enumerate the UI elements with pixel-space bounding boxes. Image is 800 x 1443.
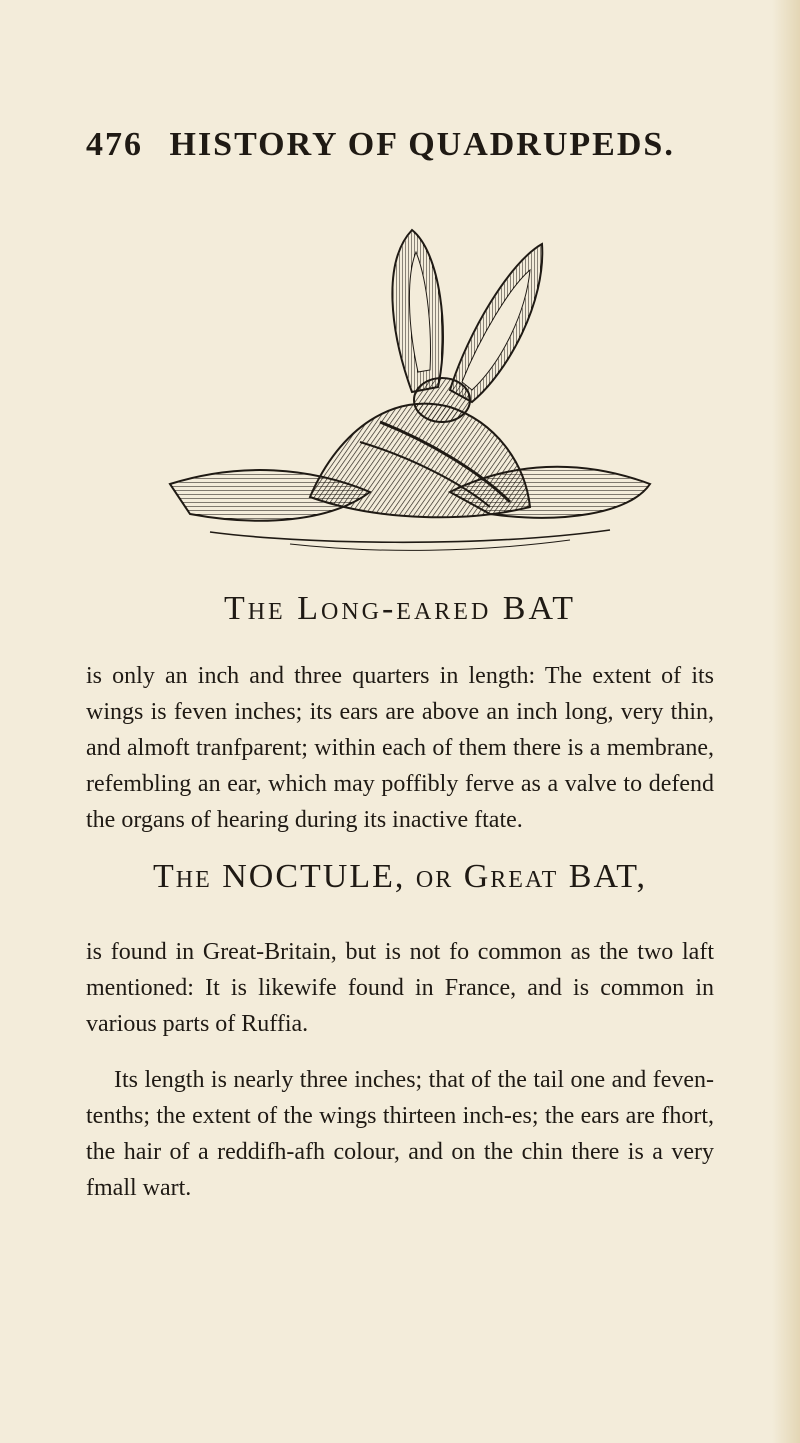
section-title-noctule	[0, 858, 800, 896]
long-eared-bat-engraving-icon	[150, 222, 660, 572]
section-title-long-eared-bat	[0, 590, 800, 628]
running-header	[86, 126, 675, 164]
page-number: 476	[86, 126, 143, 163]
running-title: HISTORY OF QUADRUPEDS.	[169, 126, 675, 163]
page-edge-shading	[772, 0, 800, 1443]
paragraph-long-eared-bat: is only an inch and three quarters in length: The extent of its wings is feven inches; its ears are above an inch long, very thin, and almoft tranfparent; within each of them there is a membrane, refembling an ear, which may poffibly ferve as a valve to defend the organs of hearing during its inactive ftate.	[86, 663, 714, 833]
caption-text: The Long-eared BAT	[223, 590, 577, 627]
paragraph-noctule-range: is found in Great-Britain, but is not fo common as the two laft mentioned: It is likewife found in France, and is common in various parts of Ruffia.	[86, 939, 714, 1037]
heading-text: The NOCTULE, or Great BAT,	[152, 858, 647, 895]
paragraph-noctule-description: Its length is nearly three inches; that of the tail one and feven-tenths; the extent of the wings thirteen inch-es; the ears are fhort, the hair of a reddifh-afh colour, and on the chin there is a very fmall wart.	[86, 1067, 714, 1201]
